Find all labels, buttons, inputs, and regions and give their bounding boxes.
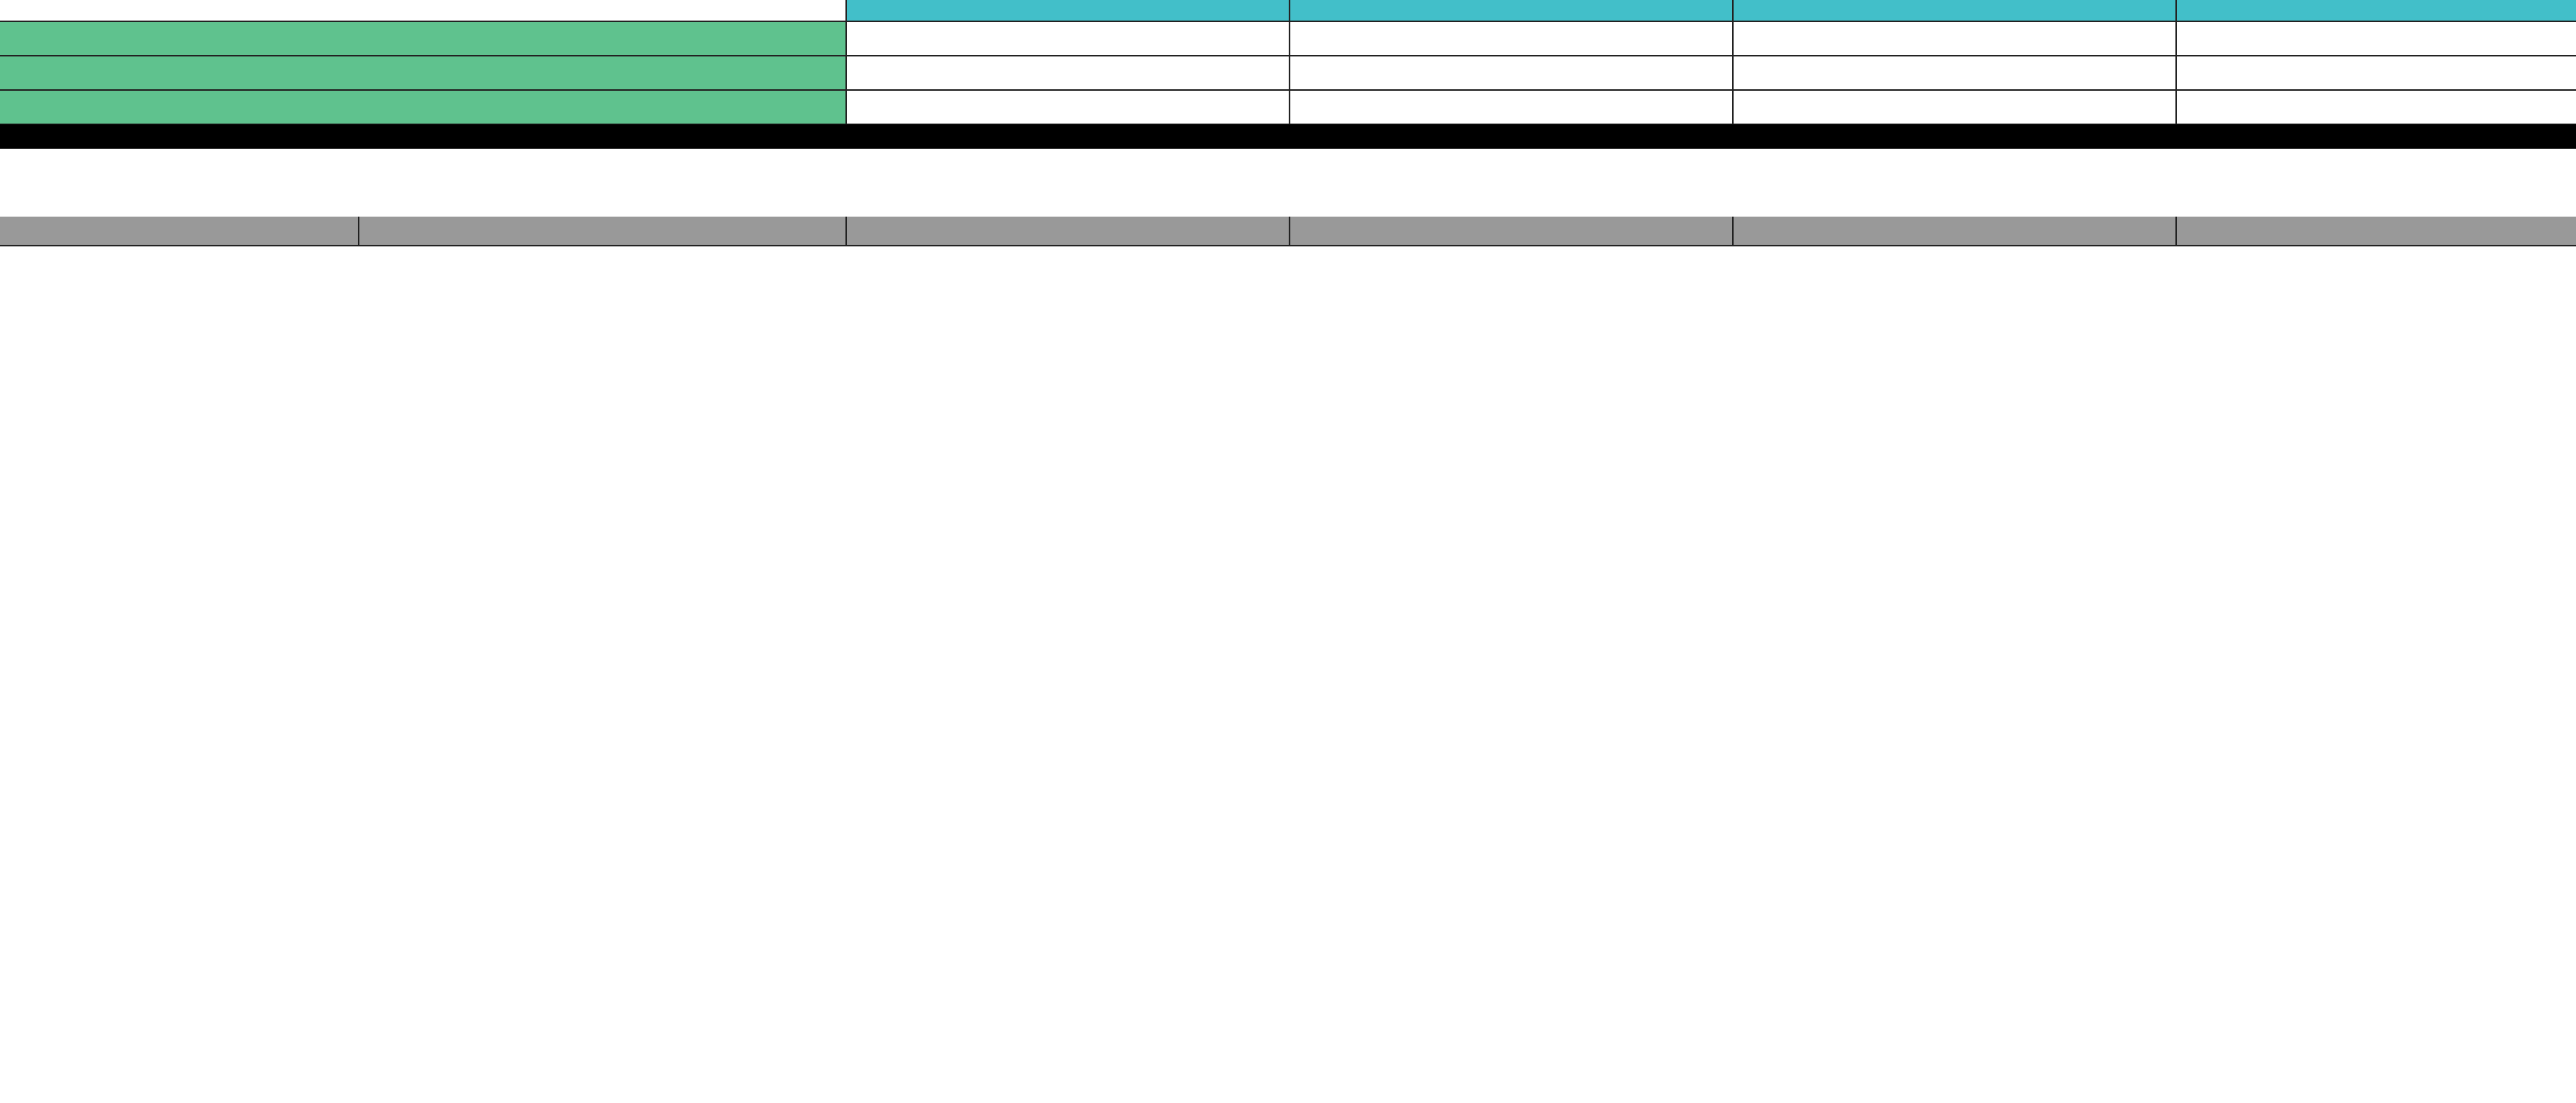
- profile-row-firstname: [0, 22, 2576, 56]
- profile-value[interactable]: [2177, 91, 2576, 125]
- header-empty-cell[interactable]: [2177, 217, 2576, 246]
- profile-value[interactable]: [847, 56, 1290, 91]
- header-empty-cell[interactable]: [359, 217, 847, 246]
- tester-header-3[interactable]: [1734, 0, 2177, 22]
- profile-label[interactable]: [0, 22, 847, 56]
- profile-row-profession: [0, 91, 2576, 125]
- header-empty-cell[interactable]: [847, 217, 1290, 246]
- header-empty-cell[interactable]: [1734, 217, 2177, 246]
- tester-header-1[interactable]: [847, 0, 1290, 22]
- tester-header: [0, 0, 2576, 22]
- profile-value[interactable]: [1734, 22, 2177, 56]
- separator-bar: [0, 124, 2576, 149]
- profile-value[interactable]: [1290, 22, 1734, 56]
- profile-value[interactable]: [847, 91, 1290, 125]
- profile-value[interactable]: [847, 22, 1290, 56]
- profile-value[interactable]: [1290, 91, 1734, 125]
- tester-header-2[interactable]: [1290, 0, 1734, 22]
- tester-header-4[interactable]: [2177, 0, 2576, 22]
- profile-value[interactable]: [1734, 56, 2177, 91]
- missions-header-row: [0, 217, 2576, 246]
- header-empty-cell[interactable]: [1290, 217, 1734, 246]
- profile-row-age: [0, 56, 2576, 91]
- profile-table: [0, 22, 2576, 125]
- profile-value[interactable]: [2177, 56, 2576, 91]
- profile-value[interactable]: [2177, 22, 2576, 56]
- profile-value[interactable]: [1290, 56, 1734, 91]
- profile-label[interactable]: [0, 91, 847, 125]
- missions-list-header[interactable]: [0, 217, 359, 246]
- profile-value[interactable]: [1734, 91, 2177, 125]
- header-empty-cell[interactable]: [0, 0, 847, 22]
- profile-label[interactable]: [0, 56, 847, 91]
